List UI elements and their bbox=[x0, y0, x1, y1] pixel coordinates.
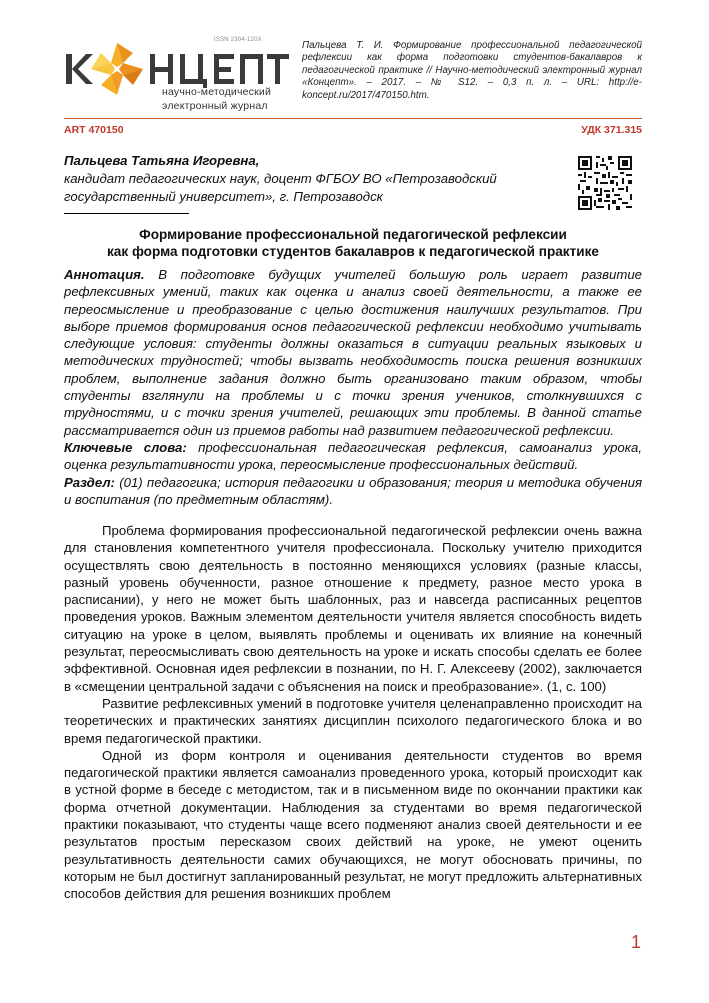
qr-code-icon bbox=[578, 156, 632, 210]
page-number: 1 bbox=[630, 932, 641, 952]
header-divider bbox=[64, 118, 642, 119]
section-label: Раздел: bbox=[64, 474, 115, 490]
keywords-paragraph bbox=[64, 439, 642, 474]
keywords-label: Ключевые слова: bbox=[64, 439, 187, 455]
article-title bbox=[64, 226, 642, 260]
citation-reference: Пальцева Т. И. Формирование профессиональной педагогической рефлексии как форма подготовки студентов-бакалавров к педагогической практике // Научно-методический электронный журнал «Концепт». – 2017. – № S12. – 0,3 п. л. – URL: http://e-koncept.ru/2017/470150.htm. bbox=[302, 40, 642, 101]
article-body bbox=[64, 522, 642, 903]
udk-code: УДК 371.315 bbox=[581, 124, 642, 136]
body-paragraph-3: Одной из форм контроля и оценивания деятельности студентов во время педагогической практики является самоанализ проведенного урока, который происходит как в устной форме в беседе с методистом, так и в письменном виде по окончании практики как форма отчетной документации. Наблюдения за студентами во время педагогической практики показывают, что студенты чаще всего подменяют анализ своей деятельности и ее результатов простым пересказом своих действий на уроке, не умеют оценить результативность деятельности самих обучающихся, не могут обосновать причины, по которым не был достигнут запланированный результат, не могут предложить альтернативных способов действия для решения возникших проблем bbox=[64, 747, 642, 902]
section-paragraph bbox=[64, 474, 642, 509]
logo-subtitle-2: электронный журнал bbox=[162, 100, 268, 112]
section-text: (01) педагогика; история педагогики и образования; теория и методика обучения и воспитания (по предметным областям). bbox=[64, 474, 643, 507]
author-name: Пальцева Татьяна Игоревна, bbox=[64, 153, 260, 168]
keywords-text: профессиональная педагогическая рефлексия, самоанализ урока, оценка результативности урока, переосмысление профессиональных действий. bbox=[64, 439, 642, 473]
author-divider bbox=[64, 213, 189, 214]
article-title-line-2: как форма подготовки студентов бакалавров к педагогической практике bbox=[107, 244, 599, 259]
article-number: ART 470150 bbox=[64, 124, 124, 136]
issn-label: ISSN 2304-120X bbox=[214, 37, 262, 43]
abstract-paragraph bbox=[64, 266, 642, 439]
author-affiliation: кандидат педагогических наук, доцент ФГБОУ ВО «Петрозаводский государственный университет», г. Петрозаводск bbox=[64, 171, 497, 204]
author-block bbox=[64, 152, 564, 206]
body-paragraph-2: Развитие рефлексивных умений в подготовке учителя целенаправленно происходит на теоретических и практических занятиях дисциплин психолого педагогического блока и во время педагогической практики. bbox=[64, 695, 642, 746]
logo-subtitle-1: научно-методический bbox=[162, 86, 272, 98]
article-title-line-1: Формирование профессиональной педагогической рефлексии bbox=[139, 227, 567, 242]
abstract-text: В подготовке будущих учителей большую роль играет развитие рефлексивных умений, таких как оценка и анализ своей деятельности, а также ее переосмысление и преобразование с целью достижения наилучших результатов. При выборе приемов формирования основ педагогической рефлексии необходимо учитывать следующие условия: студенты должны оказаться в ситуации реальных языковых и методических трудностей; чтобы вызвать необходимость поиска решения возникших проблем, выполнение задания должно быть организовано таким образом, чтобы студенты взглянули на проблемы и с точки зрения учеников, столкнувшихся с трудностями, и с точки зрения учителей, решающих эти проблемы. В данной статье рассматривается один из приемов работы над развитием педагогической рефлексии. bbox=[64, 267, 642, 438]
body-paragraph-1: Проблема формирования профессиональной педагогической рефлексии очень важна для становления компетентного учителя профессионала. Поскольку учителю приходится осуществлять свою деятельность в постоянно меняющихся условиях (разные классы, разный уровень обученности, разное отношение к предмету, разное место урока в расписании), у него не может быть шаблонных, раз и навсегда расписанных рецептов проведения уроков. Важным элементом деятельности учителя является способность видеть ситуацию на уроке в целом, выявлять проблемы и оценивать их влияние на конечный результат, переосмысливать свою деятельность на уроке и искать способы сделать ее более эффективной. Основная идея рефлексии в познании, по Н. Г. Алексееву (2002), заключается в «смещении центральной задачи с объяснения на поиск и преобразование». (1, с. 100) bbox=[64, 523, 642, 694]
abstract-label: Аннотация. bbox=[64, 267, 145, 282]
journal-logo bbox=[64, 34, 290, 118]
abstract-block bbox=[64, 266, 642, 508]
